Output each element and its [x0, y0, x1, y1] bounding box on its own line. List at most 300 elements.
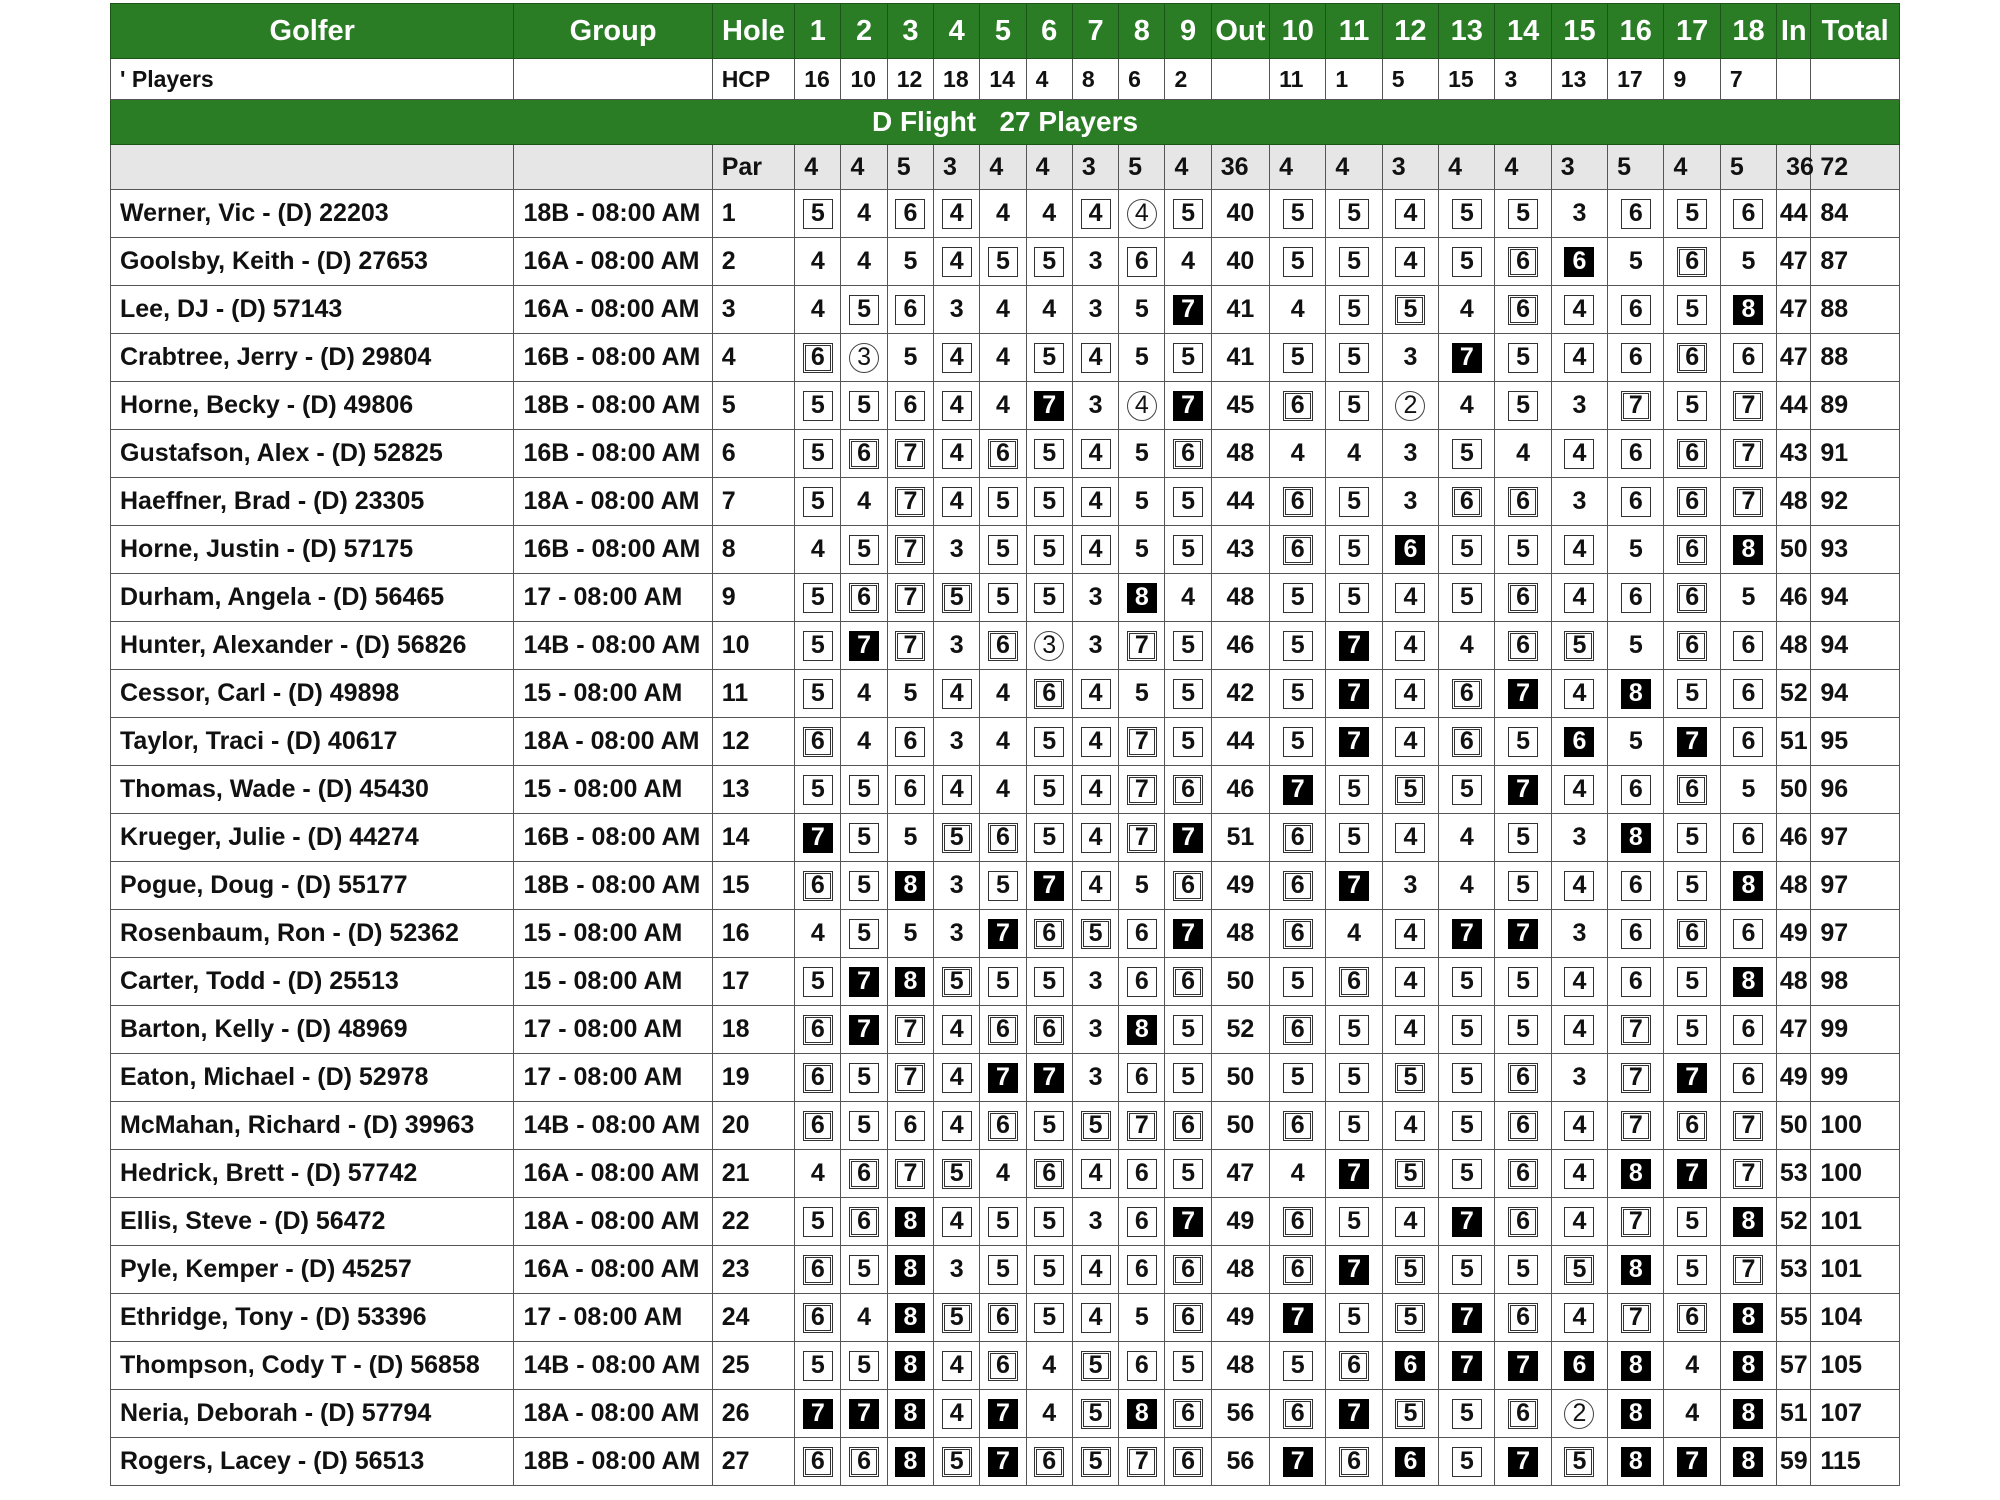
player-name[interactable]: Goolsby, Keith - (D) 27653 — [111, 238, 514, 286]
player-row[interactable] — [111, 718, 1900, 766]
hole-score-cell — [1608, 862, 1664, 910]
player-position: 5 — [712, 382, 795, 430]
hole-score: 7 — [1733, 391, 1763, 421]
hole-number-header[interactable]: 10 — [1270, 4, 1326, 59]
hole-score-cell — [1072, 1246, 1118, 1294]
hole-score-cell — [1382, 622, 1438, 670]
par-value: 5 — [1720, 145, 1776, 190]
hole-score: 5 — [803, 775, 833, 805]
hole-score-cell — [1165, 958, 1211, 1006]
hole-score: 5 — [988, 487, 1018, 517]
hole-score-cell — [1551, 1246, 1607, 1294]
hole-score-cell — [1119, 430, 1165, 478]
hole-score-cell — [1439, 286, 1495, 334]
flight-banner-row — [111, 100, 1900, 145]
hole-score: 4 — [857, 199, 872, 227]
hole-score: 4 — [1395, 727, 1425, 757]
hole-score: 4 — [996, 775, 1010, 803]
hole-score: 3 — [1572, 199, 1587, 227]
hole-score: 7 — [1339, 679, 1369, 709]
hole-score: 7 — [895, 1159, 925, 1189]
player-group: 16B - 08:00 AM — [514, 526, 712, 574]
hole-score-cell — [841, 190, 887, 238]
hole-score: 3 — [1088, 967, 1103, 995]
player-row[interactable] — [111, 382, 1900, 430]
hole-score-cell — [1495, 526, 1551, 574]
hole-score-cell — [1026, 1390, 1072, 1438]
player-group: 16B - 08:00 AM — [514, 814, 712, 862]
hole-score-cell — [1119, 190, 1165, 238]
hole-score-cell — [1551, 1342, 1607, 1390]
hole-score: 6 — [803, 1111, 833, 1141]
hole-score: 5 — [1677, 199, 1707, 229]
hole-score-cell — [980, 766, 1026, 814]
hole-score-cell — [1026, 286, 1072, 334]
hole-number-header[interactable]: 8 — [1119, 4, 1165, 59]
hole-score: 4 — [1459, 631, 1474, 659]
player-group: 18B - 08:00 AM — [514, 1438, 712, 1486]
hole-score: 4 — [1290, 439, 1305, 467]
hole-number-header[interactable]: 6 — [1026, 4, 1072, 59]
hole-score-cell — [841, 478, 887, 526]
hole-score-cell — [1664, 1390, 1720, 1438]
handicap-value: 7 — [1720, 59, 1776, 100]
hole-score: 6 — [1283, 871, 1313, 901]
player-name[interactable]: Thomas, Wade - (D) 45430 — [111, 766, 514, 814]
hole-score: 6 — [1677, 919, 1707, 949]
player-group: 15 - 08:00 AM — [514, 910, 712, 958]
hole-score-cell — [1664, 1342, 1720, 1390]
hole-score: 5 — [803, 583, 833, 613]
hole-score-cell — [1382, 766, 1438, 814]
hole-score-cell — [1072, 382, 1118, 430]
hole-score-cell — [1382, 718, 1438, 766]
player-group: 18A - 08:00 AM — [514, 1198, 712, 1246]
hole-score: 4 — [1564, 679, 1594, 709]
hole-score-cell — [1072, 1150, 1118, 1198]
hole-score: 6 — [1283, 823, 1313, 853]
hole-score-cell — [1382, 1150, 1438, 1198]
total-score: 84 — [1811, 190, 1900, 238]
hole-score: 7 — [1127, 823, 1157, 853]
hole-score: 7 — [1733, 1255, 1763, 1285]
hole-number-header[interactable]: 15 — [1551, 4, 1607, 59]
hole-number-header[interactable]: Total — [1811, 4, 1900, 59]
player-group: 17 - 08:00 AM — [514, 574, 712, 622]
hole-score-cell — [1326, 478, 1382, 526]
group-header[interactable]: Group — [514, 4, 712, 59]
hole-score-cell — [1026, 1246, 1072, 1294]
hole-score: 5 — [1452, 1447, 1482, 1477]
hole-score: 8 — [1621, 1399, 1651, 1429]
hole-score: 6 — [1173, 967, 1203, 997]
hole-score-cell — [1326, 190, 1382, 238]
hole-score: 7 — [1508, 1351, 1538, 1381]
hole-score: 3 — [1088, 1207, 1103, 1235]
player-position: 25 — [712, 1342, 795, 1390]
hole-score-cell — [934, 622, 980, 670]
hole-score-cell — [1165, 670, 1211, 718]
hole-score: 6 — [1677, 487, 1707, 517]
player-name[interactable]: Barton, Kelly - (D) 48969 — [111, 1006, 514, 1054]
hole-score: 7 — [1127, 631, 1157, 661]
hole-score-cell — [1165, 622, 1211, 670]
hole-score: 8 — [1733, 1399, 1763, 1429]
hole-score: 4 — [1395, 199, 1425, 229]
hole-number-header[interactable]: 4 — [934, 4, 980, 59]
hole-score-cell — [887, 1006, 933, 1054]
hole-score-cell — [1270, 1054, 1326, 1102]
player-name[interactable]: Rogers, Lacey - (D) 56513 — [111, 1438, 514, 1486]
hole-score: 6 — [1621, 583, 1651, 613]
total-score: 96 — [1811, 766, 1900, 814]
hole-score-cell — [1326, 1342, 1382, 1390]
hole-score-cell — [1119, 718, 1165, 766]
out-total: 48 — [1211, 430, 1269, 478]
hole-score-cell — [1664, 1054, 1720, 1102]
hole-score: 5 — [1395, 1399, 1425, 1429]
hole-score-cell — [1439, 1102, 1495, 1150]
hole-score-cell — [934, 238, 980, 286]
hole-number-header[interactable]: Out — [1211, 4, 1269, 59]
hole-score-cell — [1026, 238, 1072, 286]
player-name[interactable]: Ellis, Steve - (D) 56472 — [111, 1198, 514, 1246]
hole-score: 6 — [1283, 487, 1313, 517]
player-name[interactable]: Pyle, Kemper - (D) 45257 — [111, 1246, 514, 1294]
hole-score-cell — [1165, 1102, 1211, 1150]
hole-score-cell — [841, 1054, 887, 1102]
hole-score-cell — [841, 814, 887, 862]
player-name[interactable]: Carter, Todd - (D) 25513 — [111, 958, 514, 1006]
hole-score-cell — [1551, 430, 1607, 478]
player-row[interactable] — [111, 958, 1900, 1006]
player-row[interactable] — [111, 1390, 1900, 1438]
hole-score-cell — [1608, 1246, 1664, 1294]
hole-score-cell — [980, 1006, 1026, 1054]
hole-score-cell — [1439, 862, 1495, 910]
hole-score-cell — [795, 910, 841, 958]
hole-score: 5 — [988, 583, 1018, 613]
player-name[interactable]: Ethridge, Tony - (D) 53396 — [111, 1294, 514, 1342]
hole-score: 5 — [1452, 247, 1482, 277]
hole-score: 3 — [949, 631, 964, 659]
hole-score-cell — [1165, 1246, 1211, 1294]
handicap-value — [1211, 59, 1269, 100]
player-row[interactable] — [111, 814, 1900, 862]
hole-score-cell — [1119, 814, 1165, 862]
total-score: 95 — [1811, 718, 1900, 766]
player-row[interactable] — [111, 1438, 1900, 1486]
player-name[interactable]: Taylor, Traci - (D) 40617 — [111, 718, 514, 766]
player-name[interactable]: Werner, Vic - (D) 22203 — [111, 190, 514, 238]
player-row[interactable] — [111, 1294, 1900, 1342]
hole-score-cell — [1270, 190, 1326, 238]
player-row[interactable] — [111, 526, 1900, 574]
hole-score: 5 — [849, 871, 879, 901]
hole-score: 4 — [1181, 247, 1196, 275]
player-row[interactable] — [111, 334, 1900, 382]
hole-score-cell — [934, 382, 980, 430]
hole-score: 8 — [1733, 967, 1763, 997]
hole-score-cell — [841, 1198, 887, 1246]
hole-number-header[interactable]: 12 — [1382, 4, 1438, 59]
hole-score-cell — [1439, 382, 1495, 430]
total-score: 107 — [1811, 1390, 1900, 1438]
out-total: 43 — [1211, 526, 1269, 574]
player-name[interactable]: Pogue, Doug - (D) 55177 — [111, 862, 514, 910]
hole-score-cell — [1026, 478, 1072, 526]
hole-score: 5 — [1508, 727, 1538, 757]
player-row[interactable] — [111, 286, 1900, 334]
handicap-row-group-cell — [514, 59, 712, 100]
player-name[interactable]: Horne, Becky - (D) 49806 — [111, 382, 514, 430]
hole-score: 4 — [1081, 1255, 1111, 1285]
hole-score-cell — [1026, 1438, 1072, 1486]
player-row[interactable] — [111, 1342, 1900, 1390]
player-name[interactable]: Hunter, Alexander - (D) 56826 — [111, 622, 514, 670]
hole-score: 4 — [1395, 1207, 1425, 1237]
player-name[interactable]: Hedrick, Brett - (D) 57742 — [111, 1150, 514, 1198]
hole-score: 4 — [1395, 1015, 1425, 1045]
hole-score-cell — [1720, 622, 1776, 670]
hole-score: 5 — [942, 967, 972, 997]
hole-score: 3 — [949, 727, 964, 755]
hole-score: 5 — [1452, 199, 1482, 229]
hole-score-cell — [1270, 430, 1326, 478]
player-name[interactable]: Thompson, Cody T - (D) 56858 — [111, 1342, 514, 1390]
hole-score-cell — [934, 1294, 980, 1342]
hole-score: 6 — [1677, 247, 1707, 277]
hole-score: 5 — [1564, 631, 1594, 661]
par-value: 36 — [1777, 145, 1811, 190]
hole-number-header[interactable]: 3 — [887, 4, 933, 59]
hole-score: 4 — [1564, 583, 1594, 613]
hole-score: 5 — [1677, 1255, 1707, 1285]
player-name[interactable]: Neria, Deborah - (D) 57794 — [111, 1390, 514, 1438]
player-row[interactable] — [111, 910, 1900, 958]
hole-score: 6 — [1621, 343, 1651, 373]
player-row[interactable] — [111, 670, 1900, 718]
player-row[interactable] — [111, 862, 1900, 910]
in-total: 46 — [1777, 574, 1811, 622]
hole-score-cell — [1270, 670, 1326, 718]
hole-score-cell — [1439, 1246, 1495, 1294]
player-name[interactable]: Eaton, Michael - (D) 52978 — [111, 1054, 514, 1102]
hole-score-cell — [887, 958, 933, 1006]
par-row-blank — [514, 145, 712, 190]
hole-score: 3 — [1403, 871, 1418, 899]
player-name[interactable]: Durham, Angela - (D) 56465 — [111, 574, 514, 622]
hole-score-cell — [887, 526, 933, 574]
hole-score-cell — [1551, 1438, 1607, 1486]
hole-score-cell — [887, 1294, 933, 1342]
player-row[interactable] — [111, 190, 1900, 238]
handicap-value — [1811, 59, 1900, 100]
hole-score-cell — [980, 1054, 1026, 1102]
player-group: 16B - 08:00 AM — [514, 334, 712, 382]
hole-score: 4 — [810, 535, 825, 563]
hole-score: 5 — [988, 535, 1018, 565]
hole-score: 4 — [857, 679, 872, 707]
hole-score-cell — [1664, 622, 1720, 670]
hole-score: 5 — [849, 1255, 879, 1285]
hole-score-cell — [841, 1342, 887, 1390]
player-row[interactable] — [111, 238, 1900, 286]
hole-score: 5 — [1034, 1303, 1064, 1333]
hole-score-cell — [1326, 1390, 1382, 1438]
hole-score: 6 — [1034, 1015, 1064, 1045]
hole-score-cell — [1439, 670, 1495, 718]
hole-number-header[interactable]: 9 — [1165, 4, 1211, 59]
hole-score-cell — [1495, 718, 1551, 766]
hole-score-cell — [887, 1246, 933, 1294]
player-row[interactable] — [111, 1246, 1900, 1294]
in-total: 49 — [1777, 1054, 1811, 1102]
golfer-header[interactable]: Golfer — [111, 4, 514, 59]
hole-score: 4 — [1081, 727, 1111, 757]
player-name[interactable]: Gustafson, Alex - (D) 52825 — [111, 430, 514, 478]
hole-score-cell — [1439, 1294, 1495, 1342]
hole-score-cell — [887, 478, 933, 526]
in-total: 48 — [1777, 622, 1811, 670]
hole-score: 5 — [1452, 967, 1482, 997]
player-row[interactable] — [111, 574, 1900, 622]
player-row[interactable] — [111, 1198, 1900, 1246]
hole-number-header[interactable]: 7 — [1072, 4, 1118, 59]
hole-score: 5 — [988, 967, 1018, 997]
hole-score-cell — [1720, 238, 1776, 286]
hole-score: 8 — [1621, 1159, 1651, 1189]
hole-score: 6 — [1733, 1063, 1763, 1093]
hole-score-cell — [1608, 286, 1664, 334]
hole-number-header[interactable]: 17 — [1664, 4, 1720, 59]
hole-score: 6 — [849, 1447, 879, 1477]
hole-score-cell — [1495, 334, 1551, 382]
player-name[interactable]: Krueger, Julie - (D) 44274 — [111, 814, 514, 862]
hole-score: 5 — [1134, 439, 1149, 467]
hole-score-cell — [1165, 574, 1211, 622]
player-name[interactable]: Rosenbaum, Ron - (D) 52362 — [111, 910, 514, 958]
hole-number-header[interactable]: 11 — [1326, 4, 1382, 59]
in-total: 44 — [1777, 382, 1811, 430]
hole-score-cell — [1119, 334, 1165, 382]
hole-score-cell — [841, 910, 887, 958]
hole-score: 8 — [895, 1447, 925, 1477]
hole-score: 3 — [1572, 1063, 1587, 1091]
hole-score: 6 — [1508, 631, 1538, 661]
hole-number-header[interactable]: In — [1777, 4, 1811, 59]
hole-score-cell — [841, 1006, 887, 1054]
hole-score-cell — [1551, 670, 1607, 718]
player-row[interactable] — [111, 1102, 1900, 1150]
total-score: 105 — [1811, 1342, 1900, 1390]
player-name[interactable]: McMahan, Richard - (D) 39963 — [111, 1102, 514, 1150]
hole-score-cell — [1720, 286, 1776, 334]
player-position: 4 — [712, 334, 795, 382]
hole-score: 5 — [1677, 679, 1707, 709]
hole-score: 7 — [1621, 391, 1651, 421]
hole-number-header[interactable]: 18 — [1720, 4, 1776, 59]
hole-score-cell — [1270, 478, 1326, 526]
player-row[interactable] — [111, 478, 1900, 526]
total-score: 99 — [1811, 1054, 1900, 1102]
hole-score-cell — [1119, 1342, 1165, 1390]
hole-score: 8 — [1733, 871, 1763, 901]
hole-score-cell — [1026, 526, 1072, 574]
hole-score: 4 — [996, 679, 1010, 707]
player-row[interactable] — [111, 430, 1900, 478]
out-total: 40 — [1211, 190, 1269, 238]
hole-score: 7 — [988, 919, 1018, 949]
hole-score: 7 — [849, 1015, 879, 1045]
hole-number-header[interactable]: 1 — [795, 4, 841, 59]
hole-score: 8 — [895, 967, 925, 997]
hole-score-cell — [934, 1102, 980, 1150]
player-name[interactable]: Cessor, Carl - (D) 49898 — [111, 670, 514, 718]
player-name[interactable]: Lee, DJ - (D) 57143 — [111, 286, 514, 334]
hole-score: 6 — [1034, 679, 1064, 709]
total-score: 100 — [1811, 1102, 1900, 1150]
hole-score-cell — [1270, 1342, 1326, 1390]
hole-score-cell — [1495, 430, 1551, 478]
hole-score-cell — [1165, 526, 1211, 574]
hole-score-cell — [1664, 1006, 1720, 1054]
hole-score-cell — [1119, 1294, 1165, 1342]
hole-number-header[interactable]: 2 — [841, 4, 887, 59]
hole-score: 4 — [996, 295, 1010, 323]
hole-number-header[interactable]: 13 — [1439, 4, 1495, 59]
hole-score: 5 — [903, 679, 918, 707]
hole-score: 6 — [895, 1111, 925, 1141]
player-row[interactable] — [111, 622, 1900, 670]
hole-score: 6 — [1283, 535, 1313, 565]
hole-score-cell — [1439, 190, 1495, 238]
player-name[interactable]: Haeffner, Brad - (D) 23305 — [111, 478, 514, 526]
player-row[interactable] — [111, 766, 1900, 814]
total-score: 87 — [1811, 238, 1900, 286]
hole-score: 5 — [1173, 727, 1203, 757]
player-row[interactable] — [111, 1150, 1900, 1198]
hole-score-cell — [1664, 286, 1720, 334]
hole-number-header[interactable]: 16 — [1608, 4, 1664, 59]
hole-score: 7 — [1339, 871, 1369, 901]
hole-score: 7 — [1034, 391, 1064, 421]
hole-score: 6 — [803, 1063, 833, 1093]
hole-number-header[interactable]: 5 — [980, 4, 1026, 59]
player-position: 16 — [712, 910, 795, 958]
player-name[interactable]: Horne, Justin - (D) 57175 — [111, 526, 514, 574]
hole-score: 6 — [1677, 439, 1707, 469]
player-group: 16A - 08:00 AM — [514, 286, 712, 334]
hole-score-cell — [980, 1294, 1026, 1342]
handicap-value: 11 — [1270, 59, 1326, 100]
hole-score: 4 — [1395, 1111, 1425, 1141]
hole-score: 5 — [1339, 1111, 1369, 1141]
hole-number-header[interactable]: 14 — [1495, 4, 1551, 59]
hole-score-cell — [1551, 1198, 1607, 1246]
hole-score-cell — [795, 622, 841, 670]
hole-score-cell — [1072, 622, 1118, 670]
player-name[interactable]: Crabtree, Jerry - (D) 29804 — [111, 334, 514, 382]
player-row[interactable] — [111, 1006, 1900, 1054]
player-position: 13 — [712, 766, 795, 814]
hole-score-cell — [1495, 478, 1551, 526]
hole-score-cell — [1270, 958, 1326, 1006]
hole-score: 3 — [949, 1255, 964, 1283]
hole-score: 5 — [803, 679, 833, 709]
hole-score: 4 — [1564, 1015, 1594, 1045]
player-row[interactable] — [111, 1054, 1900, 1102]
